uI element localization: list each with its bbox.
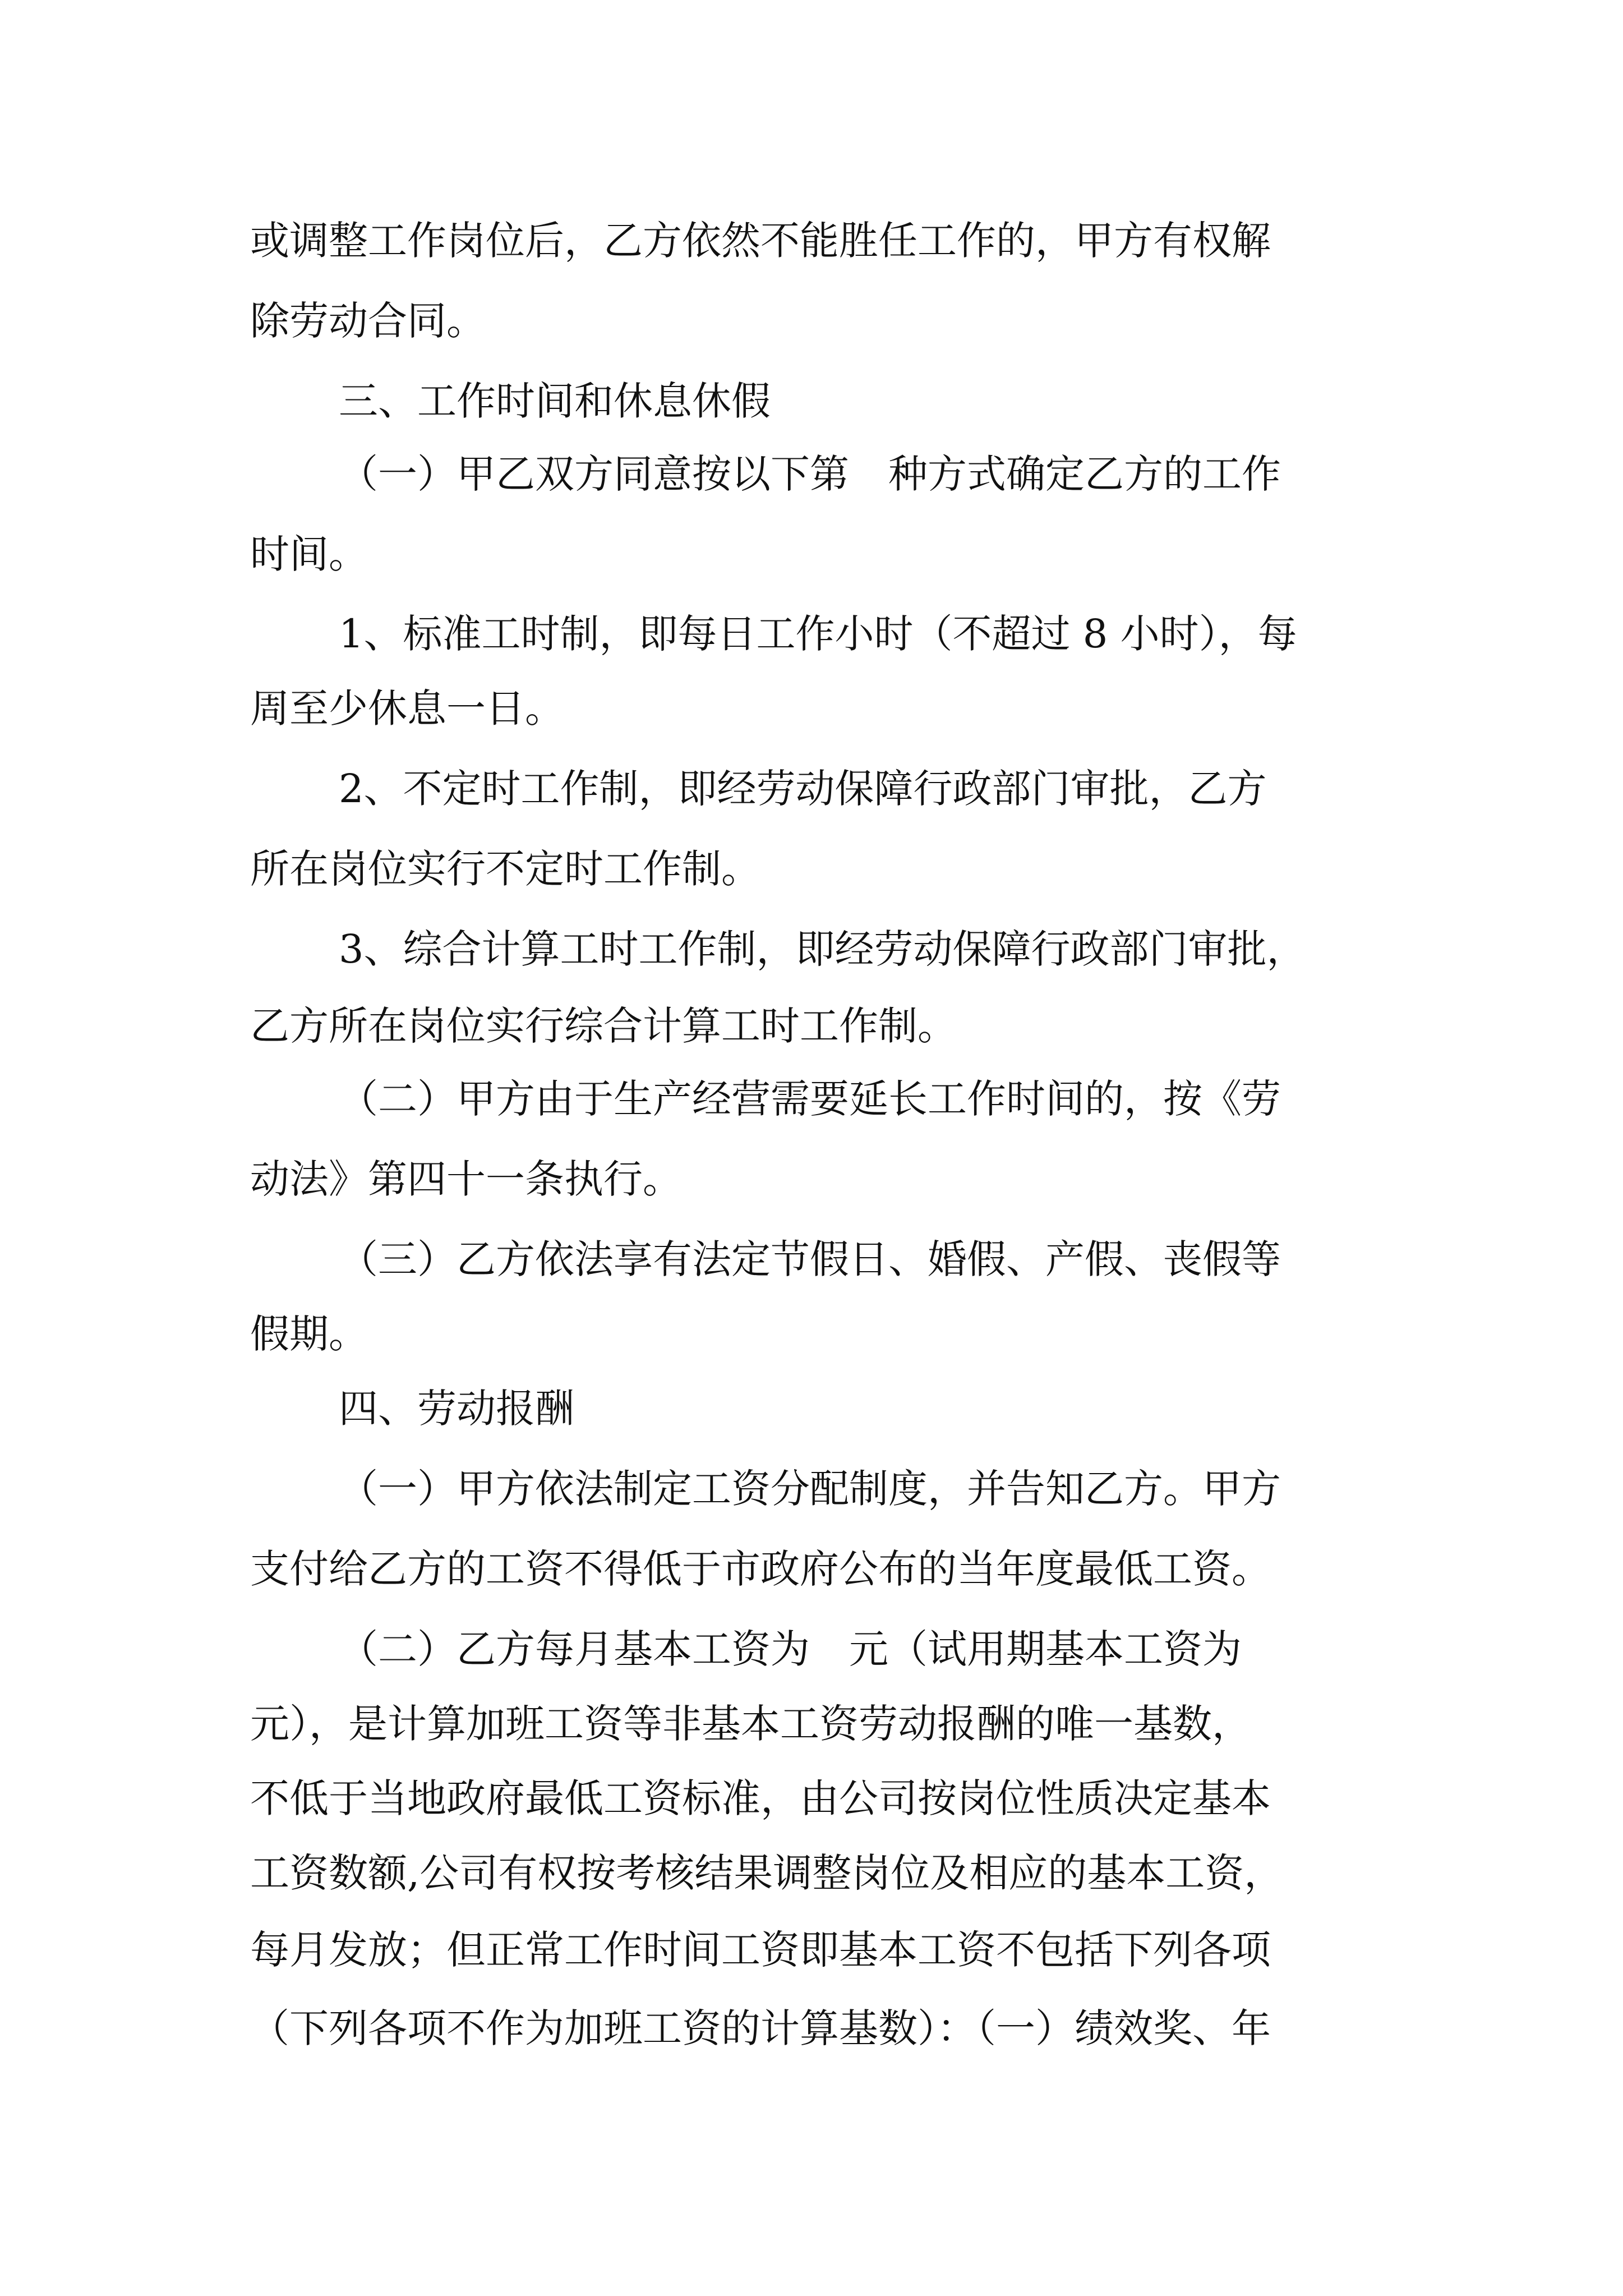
line-text: 元），是计算加班工资等非基本工资劳动报酬的唯一基数， [250, 1701, 1251, 1747]
line-text: 1、标准工时制，即每日工作小时（不超过 8 小时），每 [339, 611, 1297, 657]
line-text: （一）甲方依法制定工资分配制度，并告知乙方。甲方 [339, 1466, 1281, 1512]
line-text: 三、工作时间和休息休假 [339, 378, 771, 424]
line-text: 四、劳动报酬 [339, 1386, 574, 1432]
line-text: （二）甲方由于生产经营需要延长工作时间的，按《劳 [339, 1076, 1281, 1122]
line-text: 假期。 [250, 1311, 368, 1357]
line-text: 时间。 [250, 531, 368, 577]
line-text: （二）乙方每月基本工资为 元（试用期基本工资为 [339, 1626, 1242, 1672]
line-text: 每月发放；但正常工作时间工资即基本工资不包括下列各项 [250, 1927, 1271, 1973]
line-text: 乙方所在岗位实行综合计算工时工作制。 [250, 1003, 957, 1049]
line-text: （下列各项不作为加班工资的计算基数）：（一）绩效奖、年 [250, 2005, 1271, 2051]
line-text: 周至少休息一日。 [250, 685, 564, 731]
line-text: 所在岗位实行不定时工作制。 [250, 846, 760, 892]
line-text: （一）甲乙双方同意按以下第 种方式确定乙方的工作 [339, 451, 1281, 497]
line-text: 2、不定时工作制，即经劳动保障行政部门审批，乙方 [339, 766, 1267, 812]
line-text: 不低于当地政府最低工资标准，由公司按岗位性质决定基本 [250, 1775, 1271, 1821]
line-text: （三）乙方依法享有法定节假日、婚假、产假、丧假等 [339, 1236, 1281, 1282]
line-text: 工资数额,公司有权按考核结果调整岗位及相应的基本工资， [250, 1850, 1284, 1896]
line-text: 3、综合计算工时工作制，即经劳动保障行政部门审批， [339, 926, 1306, 972]
line-text: 或调整工作岗位后，乙方依然不能胜任工作的，甲方有权解 [250, 218, 1271, 264]
line-text: 动法》第四十一条执行。 [250, 1156, 682, 1202]
line-text: 支付给乙方的工资不得低于市政府公布的当年度最低工资。 [250, 1546, 1271, 1592]
line-text: 除劳动合同。 [250, 298, 486, 344]
